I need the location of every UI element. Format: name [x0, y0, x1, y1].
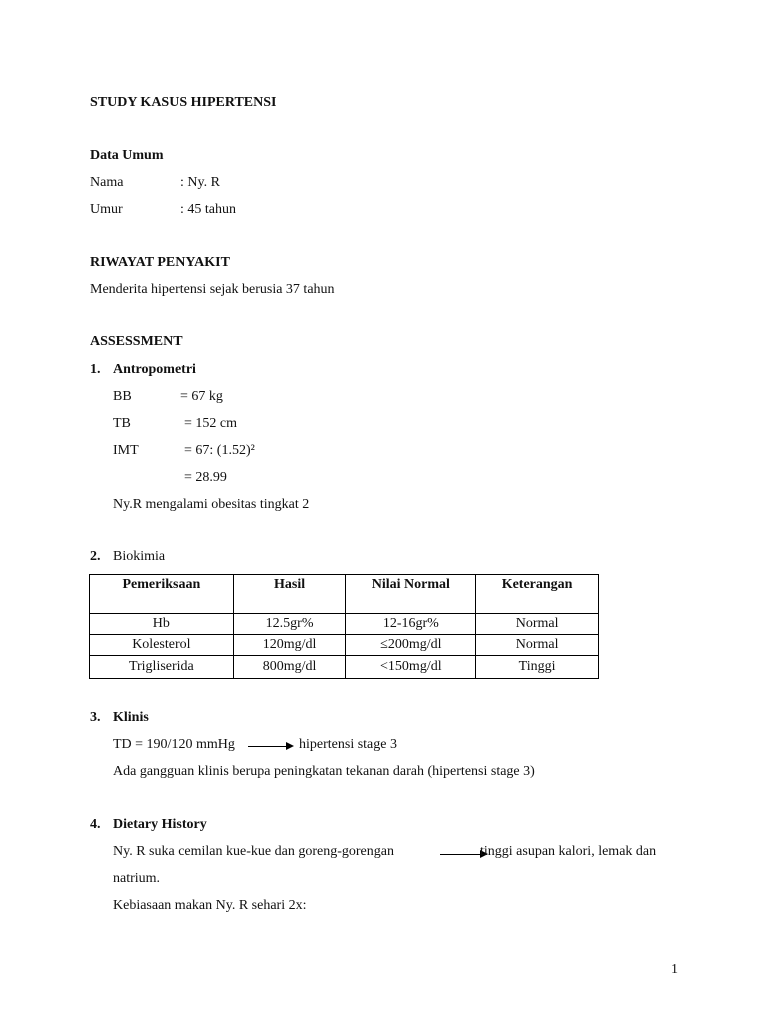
nama-value: : Ny. R — [180, 175, 220, 190]
table-row — [90, 614, 599, 635]
umur-label: Umur — [90, 202, 123, 217]
imt-label: IMT — [113, 443, 139, 458]
bb-value: = 67 kg — [180, 389, 223, 404]
table-header-cell: Pemeriksaan — [90, 575, 234, 614]
assessment-heading: ASSESSMENT — [90, 334, 183, 349]
table-cell: 12-16gr% — [346, 614, 476, 635]
document-title: STUDY KASUS HIPERTENSI — [90, 95, 277, 110]
antropometri-conclusion: Ny.R mengalami obesitas tingkat 2 — [113, 497, 310, 512]
klinis-heading: Klinis — [113, 710, 149, 725]
table-header-row — [90, 575, 599, 614]
dietary-line2: natrium. — [113, 871, 161, 886]
table-cell: 12.5gr% — [233, 614, 346, 635]
tb-value: = 152 cm — [184, 416, 237, 431]
arrow-right-icon — [248, 746, 292, 747]
table-header-cell: Hasil — [233, 575, 346, 614]
data-umum-heading: Data Umum — [90, 148, 164, 163]
antropometri-heading: Antropometri — [113, 362, 196, 377]
table-cell: Normal — [476, 614, 599, 635]
table-header-cell: Keterangan — [476, 575, 599, 614]
table-cell: Hb — [90, 614, 234, 635]
nama-label: Nama — [90, 175, 124, 190]
page-number: 1 — [671, 962, 678, 977]
riwayat-heading: RIWAYAT PENYAKIT — [90, 255, 230, 270]
tb-label: TB — [113, 416, 131, 431]
umur-value: : 45 tahun — [180, 202, 236, 217]
bb-label: BB — [113, 389, 132, 404]
dietary-line3: Kebiasaan makan Ny. R sehari 2x: — [113, 898, 307, 913]
table-cell: <150mg/dl — [346, 656, 476, 679]
imt-value: = 67: (1.52)² — [184, 443, 255, 458]
table-cell: Normal — [476, 635, 599, 656]
antropometri-number: 1. — [90, 362, 101, 377]
table-cell: Kolesterol — [90, 635, 234, 656]
imt-result: = 28.99 — [184, 470, 227, 485]
table-cell: 120mg/dl — [233, 635, 346, 656]
table-cell: Tinggi — [476, 656, 599, 679]
td-text: TD = 190/120 mmHg — [113, 737, 235, 752]
table-row — [90, 635, 599, 656]
riwayat-text: Menderita hipertensi sejak berusia 37 tahun — [90, 282, 335, 297]
dietary-heading: Dietary History — [113, 817, 207, 832]
biokimia-heading: Biokimia — [113, 549, 166, 564]
dietary-line1-left: Ny. R suka cemilan kue-kue dan goreng-gorengan — [113, 844, 394, 859]
klinis-number: 3. — [90, 710, 101, 725]
table-cell: Trigliserida — [90, 656, 234, 679]
table-header-cell: Nilai Normal — [346, 575, 476, 614]
klinis-note: Ada gangguan klinis berupa peningkatan tekanan darah (hipertensi stage 3) — [113, 764, 535, 779]
table-cell: ≤200mg/dl — [346, 635, 476, 656]
biokimia-number: 2. — [90, 549, 101, 564]
dietary-line1-right: tinggi asupan kalori, lemak dan — [480, 844, 657, 859]
dietary-number: 4. — [90, 817, 101, 832]
biokimia-table — [89, 574, 599, 679]
td-result: hipertensi stage 3 — [299, 737, 397, 752]
table-row — [90, 656, 599, 679]
table-cell: 800mg/dl — [233, 656, 346, 679]
